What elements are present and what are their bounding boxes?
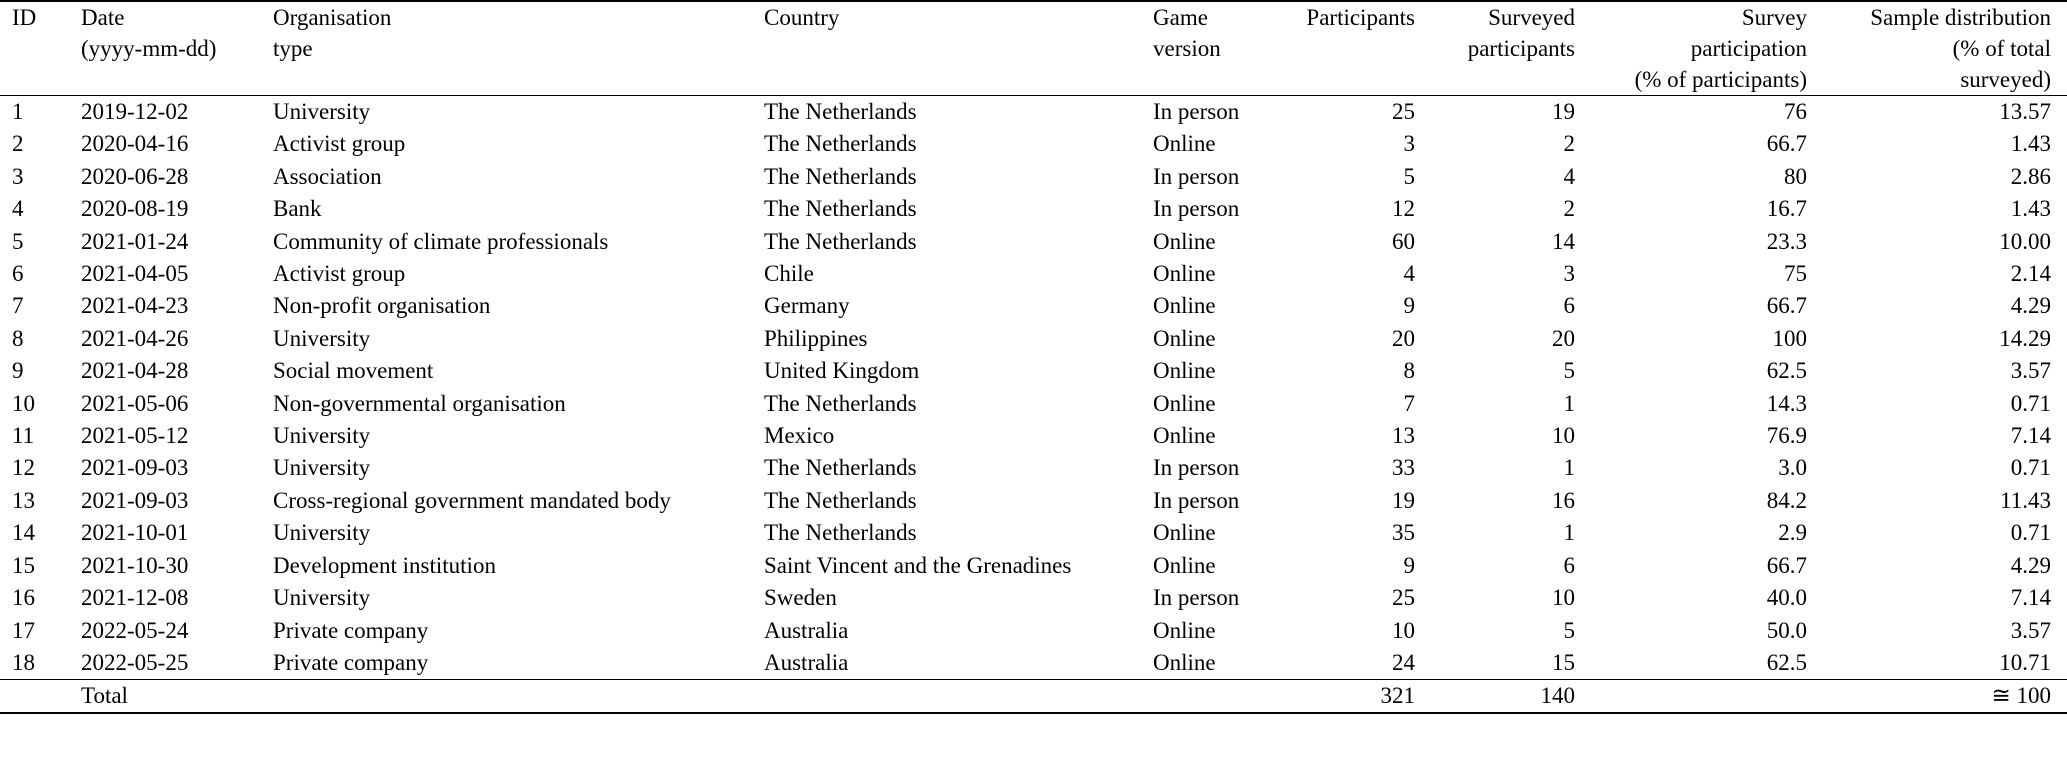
header-line: ID xyxy=(12,5,37,30)
row-surveyed-participants: 1 xyxy=(1563,520,1575,546)
header-line: Surveyed xyxy=(1488,5,1575,30)
row-surveyed-participants: 19 xyxy=(1552,99,1575,124)
row-sample-distribution: 4.29 xyxy=(2010,293,2051,319)
row-id: 1 xyxy=(12,99,24,124)
table-row xyxy=(0,647,2067,680)
row-survey-participation: 66.7 xyxy=(1766,552,1807,578)
row-date: 2021-10-30 xyxy=(81,552,189,578)
row-surveyed-participants: 14 xyxy=(1552,228,1575,254)
header-line: participation xyxy=(1690,36,1807,61)
row-participants: 20 xyxy=(1392,325,1415,351)
row-id: 13 xyxy=(12,487,35,513)
row-participants: 9 xyxy=(1403,293,1415,319)
row-participants: 3 xyxy=(1403,131,1415,157)
row-surveyed-participants: 2 xyxy=(1563,131,1575,157)
row-game-version: In person xyxy=(1153,585,1240,611)
row-participants: 25 xyxy=(1392,585,1415,611)
row-organisation-type: Activist group xyxy=(273,261,406,287)
row-sample-distribution: 3.57 xyxy=(2010,617,2051,643)
header-line: participants xyxy=(1467,36,1575,61)
row-country: The Netherlands xyxy=(764,196,917,222)
row-sample-distribution: 0.71 xyxy=(2010,455,2051,481)
row-participants: 24 xyxy=(1392,649,1415,675)
total-sample-distribution: ≅ 100 xyxy=(1991,683,2051,709)
row-game-version: Online xyxy=(1153,358,1216,384)
row-sample-distribution: 0.71 xyxy=(2010,390,2051,416)
header-line: Date xyxy=(81,5,125,30)
table-row xyxy=(0,323,2067,355)
row-date: 2019-12-02 xyxy=(81,99,189,124)
row-sample-distribution: 2.14 xyxy=(2010,261,2051,287)
row-date: 2021-10-01 xyxy=(81,520,189,546)
header-line: version xyxy=(1153,36,1221,61)
row-date: 2020-04-16 xyxy=(81,131,189,157)
table-row xyxy=(0,193,2067,225)
table-row xyxy=(0,420,2067,452)
row-country: The Netherlands xyxy=(764,455,917,481)
row-surveyed-participants: 6 xyxy=(1563,552,1575,578)
header-row xyxy=(0,1,2067,96)
row-game-version: Online xyxy=(1153,617,1216,643)
row-organisation-type: University xyxy=(273,520,371,546)
row-organisation-type: Private company xyxy=(273,617,429,643)
row-surveyed-participants: 16 xyxy=(1552,487,1575,513)
row-participants: 19 xyxy=(1392,487,1415,513)
row-game-version: Online xyxy=(1153,293,1216,319)
row-sample-distribution: 4.29 xyxy=(2010,552,2051,578)
row-participants: 9 xyxy=(1403,552,1415,578)
row-id: 7 xyxy=(12,293,24,319)
table-body xyxy=(0,96,2067,680)
row-country: United Kingdom xyxy=(764,358,920,384)
header-line: Game xyxy=(1153,5,1208,30)
row-survey-participation: 66.7 xyxy=(1766,293,1807,319)
row-date: 2022-05-25 xyxy=(81,649,189,675)
row-participants: 10 xyxy=(1392,617,1415,643)
row-surveyed-participants: 5 xyxy=(1563,617,1575,643)
row-survey-participation: 62.5 xyxy=(1766,358,1807,384)
row-id: 11 xyxy=(12,423,35,449)
table-row xyxy=(0,128,2067,160)
row-surveyed-participants: 15 xyxy=(1552,649,1575,675)
row-game-version: Online xyxy=(1153,228,1216,254)
header-line: Survey xyxy=(1741,5,1807,30)
row-survey-participation: 50.0 xyxy=(1766,617,1807,643)
total-empty-cell xyxy=(1575,680,1807,714)
row-date: 2021-09-03 xyxy=(81,487,189,513)
row-id: 12 xyxy=(12,455,35,481)
row-participants: 35 xyxy=(1392,520,1415,546)
table-row xyxy=(0,290,2067,322)
row-survey-participation: 3.0 xyxy=(1778,455,1807,481)
row-id: 8 xyxy=(12,325,24,351)
row-game-version: In person xyxy=(1153,163,1240,189)
row-survey-participation: 66.7 xyxy=(1766,131,1807,157)
row-id: 10 xyxy=(12,390,35,416)
row-country: Germany xyxy=(764,293,850,319)
row-organisation-type: Private company xyxy=(273,649,429,675)
header-line: (% of participants) xyxy=(1634,67,1807,92)
header-id xyxy=(0,1,81,96)
row-sample-distribution: 1.43 xyxy=(2010,131,2051,157)
row-organisation-type: University xyxy=(273,99,371,124)
row-participants: 4 xyxy=(1403,261,1415,287)
header-line: Participants xyxy=(1306,5,1415,30)
row-id: 18 xyxy=(12,649,35,675)
total-empty-cell xyxy=(764,680,1153,714)
total-row xyxy=(0,680,2067,714)
row-survey-participation: 75 xyxy=(1784,261,1807,287)
row-organisation-type: University xyxy=(273,455,371,481)
row-id: 16 xyxy=(12,585,35,611)
row-date: 2021-09-03 xyxy=(81,455,189,481)
row-surveyed-participants: 3 xyxy=(1563,261,1575,287)
row-sample-distribution: 13.57 xyxy=(1999,99,2051,124)
header-line: type xyxy=(273,36,313,61)
row-country: The Netherlands xyxy=(764,228,917,254)
row-country: The Netherlands xyxy=(764,131,917,157)
row-surveyed-participants: 10 xyxy=(1552,585,1575,611)
row-survey-participation: 100 xyxy=(1772,325,1807,351)
row-surveyed-participants: 20 xyxy=(1552,325,1575,351)
row-date: 2021-04-23 xyxy=(81,293,189,319)
header-line: (% of total xyxy=(1952,36,2051,61)
row-country: Sweden xyxy=(764,585,837,611)
row-country: Australia xyxy=(764,649,849,675)
row-participants: 33 xyxy=(1392,455,1415,481)
row-country: Mexico xyxy=(764,423,835,449)
row-id: 15 xyxy=(12,552,35,578)
row-country: The Netherlands xyxy=(764,487,917,513)
row-id: 4 xyxy=(12,196,24,222)
table-row xyxy=(0,355,2067,387)
row-organisation-type: Non-governmental organisation xyxy=(273,390,566,416)
row-sample-distribution: 0.71 xyxy=(2010,520,2051,546)
row-country: The Netherlands xyxy=(764,163,917,189)
row-date: 2021-04-05 xyxy=(81,261,189,287)
header-date xyxy=(81,1,273,96)
row-survey-participation: 23.3 xyxy=(1766,228,1807,254)
header-line: Sample distribution xyxy=(1870,5,2051,30)
row-game-version: Online xyxy=(1153,423,1216,449)
total-label: Total xyxy=(81,683,128,709)
table-row xyxy=(0,161,2067,193)
row-country: The Netherlands xyxy=(764,520,917,546)
header-line: Organisation xyxy=(273,5,392,30)
header-survey-participation xyxy=(1575,1,1807,96)
row-participants: 8 xyxy=(1403,358,1415,384)
row-date: 2021-04-28 xyxy=(81,358,189,384)
row-survey-participation: 62.5 xyxy=(1766,649,1807,675)
header-game-version xyxy=(1153,1,1283,96)
row-game-version: Online xyxy=(1153,261,1216,287)
row-organisation-type: Activist group xyxy=(273,131,406,157)
row-sample-distribution: 10.71 xyxy=(1999,649,2051,675)
row-participants: 5 xyxy=(1403,163,1415,189)
row-date: 2021-01-24 xyxy=(81,228,189,254)
row-survey-participation: 40.0 xyxy=(1766,585,1807,611)
total-empty-cell xyxy=(1153,680,1283,714)
row-survey-participation: 84.2 xyxy=(1766,487,1807,513)
row-id: 2 xyxy=(12,131,24,157)
row-participants: 7 xyxy=(1403,390,1415,416)
row-game-version: In person xyxy=(1153,455,1240,481)
row-surveyed-participants: 4 xyxy=(1563,163,1575,189)
row-survey-participation: 16.7 xyxy=(1766,196,1807,222)
row-organisation-type: Cross-regional government mandated body xyxy=(273,487,671,513)
row-date: 2022-05-24 xyxy=(81,617,189,643)
row-game-version: In person xyxy=(1153,487,1240,513)
row-date: 2021-04-26 xyxy=(81,325,189,351)
row-game-version: In person xyxy=(1153,196,1240,222)
row-date: 2021-12-08 xyxy=(81,585,189,611)
row-participants: 13 xyxy=(1392,423,1415,449)
row-surveyed-participants: 5 xyxy=(1563,358,1575,384)
row-date: 2021-05-12 xyxy=(81,423,189,449)
row-sample-distribution: 7.14 xyxy=(2010,585,2051,611)
row-surveyed-participants: 2 xyxy=(1563,196,1575,222)
row-date: 2020-06-28 xyxy=(81,163,189,189)
total-participants: 321 xyxy=(1380,683,1415,709)
row-organisation-type: Association xyxy=(273,163,382,189)
table-row xyxy=(0,615,2067,647)
table-row xyxy=(0,258,2067,290)
row-survey-participation: 14.3 xyxy=(1766,390,1807,416)
row-sample-distribution: 11.43 xyxy=(2000,487,2051,513)
header-surveyed-participants xyxy=(1415,1,1575,96)
row-organisation-type: Bank xyxy=(273,196,322,222)
row-game-version: Online xyxy=(1153,649,1216,675)
header-country xyxy=(764,1,1153,96)
row-survey-participation: 80 xyxy=(1784,163,1807,189)
row-id: 9 xyxy=(12,358,24,384)
row-country: Saint Vincent and the Grenadines xyxy=(764,552,1072,578)
row-survey-participation: 76.9 xyxy=(1766,423,1807,449)
total-empty-cell xyxy=(273,680,764,714)
row-survey-participation: 76 xyxy=(1784,99,1807,124)
table-row xyxy=(0,226,2067,258)
row-id: 5 xyxy=(12,228,24,254)
row-game-version: Online xyxy=(1153,325,1216,351)
row-id: 3 xyxy=(12,163,24,189)
row-organisation-type: Development institution xyxy=(273,552,496,578)
total-surveyed: 140 xyxy=(1540,683,1575,709)
row-game-version: Online xyxy=(1153,390,1216,416)
row-surveyed-participants: 1 xyxy=(1563,455,1575,481)
row-participants: 60 xyxy=(1392,228,1415,254)
table-row xyxy=(0,582,2067,614)
header-line: (yyyy-mm-dd) xyxy=(81,36,217,61)
row-surveyed-participants: 10 xyxy=(1552,423,1575,449)
table-row xyxy=(0,96,2067,129)
row-sample-distribution: 2.86 xyxy=(2010,163,2051,189)
row-sample-distribution: 1.43 xyxy=(2010,196,2051,222)
row-date: 2020-08-19 xyxy=(81,196,189,222)
table-row xyxy=(0,452,2067,484)
row-game-version: Online xyxy=(1153,520,1216,546)
row-organisation-type: University xyxy=(273,585,371,611)
row-participants: 12 xyxy=(1392,196,1415,222)
header-sample-distribution xyxy=(1807,1,2067,96)
row-sample-distribution: 3.57 xyxy=(2010,358,2051,384)
header-participants xyxy=(1283,1,1415,96)
table-row xyxy=(0,517,2067,549)
row-organisation-type: University xyxy=(273,325,371,351)
row-organisation-type: Non-profit organisation xyxy=(273,293,491,319)
row-organisation-type: Community of climate professionals xyxy=(273,228,609,254)
header-line: surveyed) xyxy=(1960,67,2051,92)
table-row xyxy=(0,485,2067,517)
row-id: 6 xyxy=(12,261,24,287)
row-surveyed-participants: 6 xyxy=(1563,293,1575,319)
row-organisation-type: University xyxy=(273,423,371,449)
row-country: Philippines xyxy=(764,325,868,351)
row-participants: 25 xyxy=(1392,99,1415,124)
table-row xyxy=(0,550,2067,582)
row-survey-participation: 2.9 xyxy=(1778,520,1807,546)
row-date: 2021-05-06 xyxy=(81,390,189,416)
table-row xyxy=(0,388,2067,420)
header-line: Country xyxy=(764,5,840,30)
row-game-version: Online xyxy=(1153,552,1216,578)
total-id-cell xyxy=(0,680,81,714)
row-country: The Netherlands xyxy=(764,99,917,124)
row-organisation-type: Social movement xyxy=(273,358,434,384)
row-country: The Netherlands xyxy=(764,390,917,416)
row-id: 17 xyxy=(12,617,35,643)
row-country: Chile xyxy=(764,261,814,287)
header-organisation-type xyxy=(273,1,764,96)
row-surveyed-participants: 1 xyxy=(1563,390,1575,416)
row-game-version: In person xyxy=(1153,99,1240,124)
row-sample-distribution: 7.14 xyxy=(2010,423,2051,449)
row-game-version: Online xyxy=(1153,131,1216,157)
row-sample-distribution: 10.00 xyxy=(1999,228,2051,254)
row-sample-distribution: 14.29 xyxy=(1999,325,2051,351)
row-id: 14 xyxy=(12,520,35,546)
row-country: Australia xyxy=(764,617,849,643)
